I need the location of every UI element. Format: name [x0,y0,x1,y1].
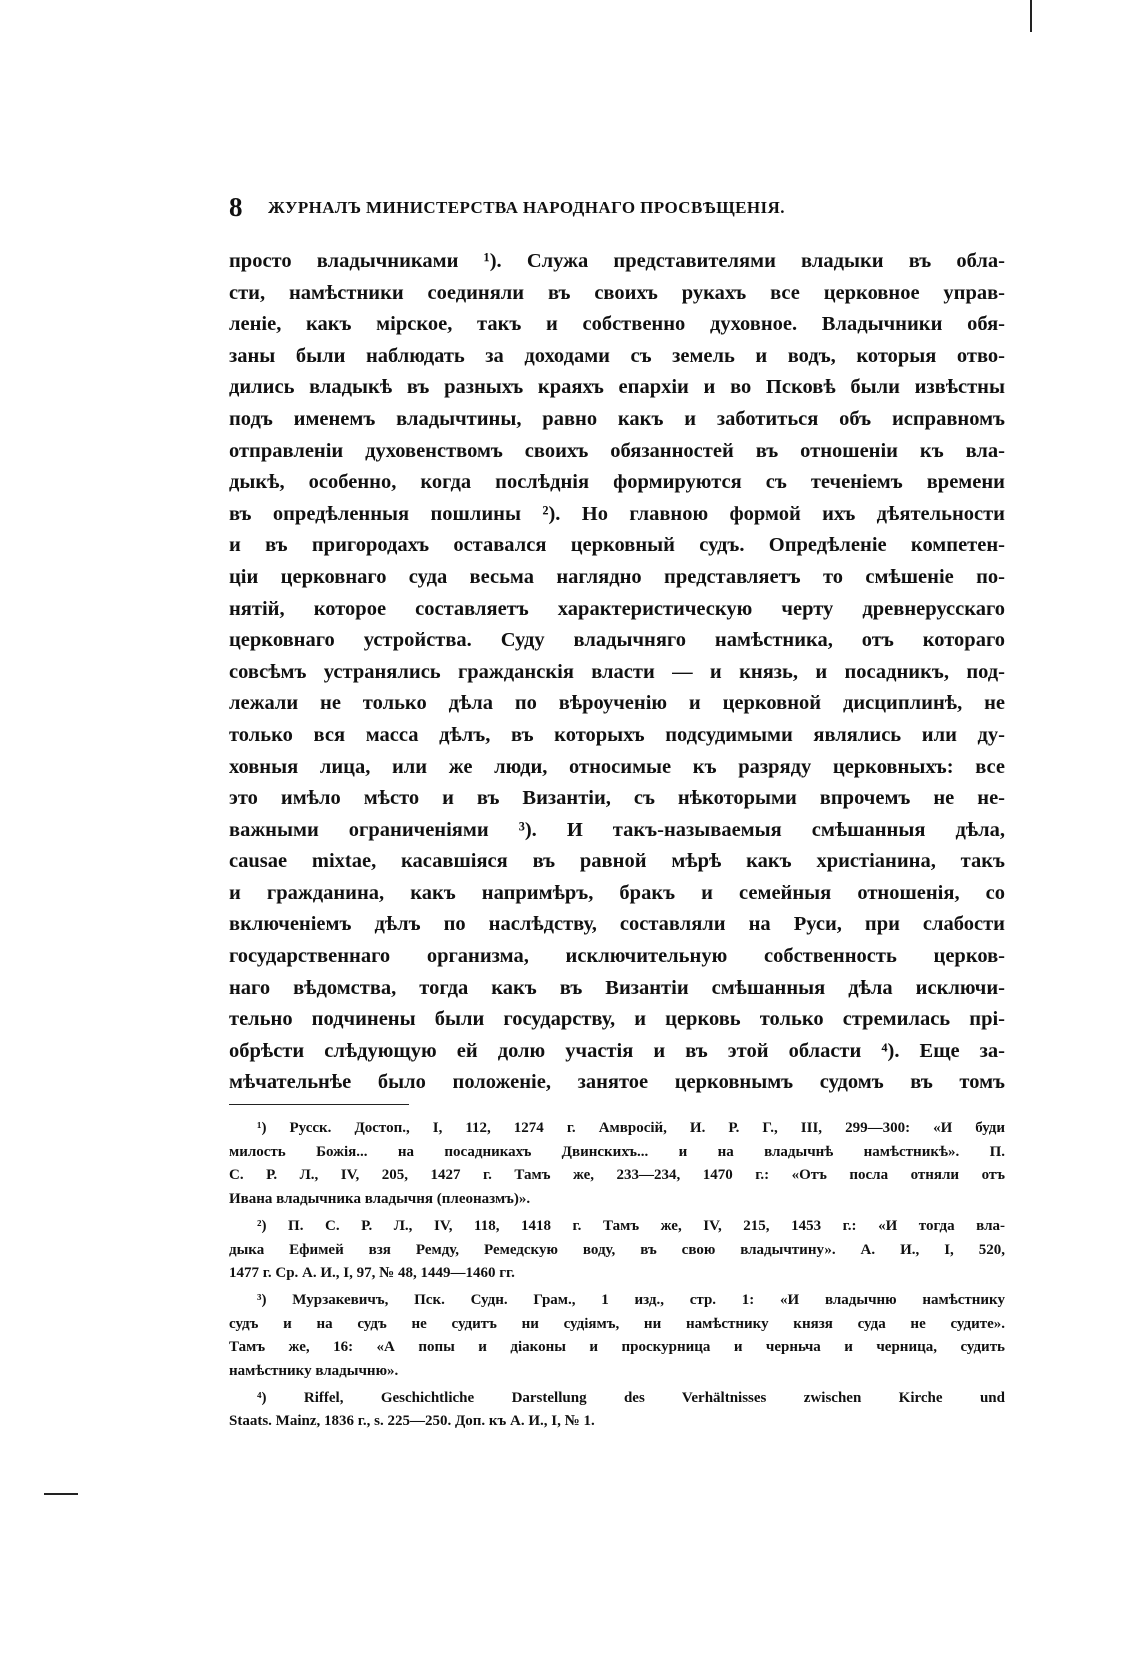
footnote-line: Тамъ же, 16: «А попы и діаконы и проскурница и черньча и черница, судить [229,1339,1005,1356]
footnote-line: С. Р. Л., IV, 205, 1427 г. Тамъ же, 233—234, 1470 г.: «Отъ посла отняли отъ [229,1167,1005,1184]
footnote-line: Staats. Mainz, 1836 г., s. 225—250. Доп. къ А. И., I, № 1. [229,1413,595,1430]
footnote-4 [229,1387,1005,1434]
text-line: только вся масса дѣлъ, въ которыхъ подсудимыми являлись или ду- [229,723,1005,746]
text-line: наго вѣдомства, тогда какъ въ Византіи смѣшанныя дѣла исключи- [229,976,1005,999]
footnote-line: судъ и на судъ не судитъ ни судіямъ, ни намѣстнику князя суда не судите». [229,1315,1005,1332]
footnote-line: ³) Мурзакевичъ, Пск. Судн. Грам., 1 изд., стр. 1: «И владычню намѣстнику [257,1291,1005,1308]
edge-mark-top [1030,0,1032,32]
footnote-line: милость Божія... на посадникахъ Двинскихъ... и на владычнѣ намѣстникѣ». П. [229,1143,1005,1160]
footnote-2 [229,1215,1005,1286]
text-line: просто владычниками ¹). Служа представителями владыки въ обла- [229,250,1005,272]
footnote-line: ¹) Русск. Достоп., I, 112, 1274 г. Амвросій, И. Р. Г., III, 299—300: «И буди [257,1120,1005,1136]
page-number: 8 [229,192,243,222]
text-line: обрѣсти слѣдующую ей долю участія и въ этой области ⁴). Еще за- [229,1039,1005,1062]
text-line: causae mixtae, касавшіяся въ равной мѣрѣ какъ христіанина, такъ [229,850,1005,873]
text-line: важными ограниченіями ³). И такъ-называемыя смѣшанныя дѣла, [229,818,1005,841]
footnotes [229,1117,1005,1437]
text-line: мѣчательнѣе было положеніе, занятое церковнымъ судомъ въ томъ [229,1071,1005,1094]
footnote-line: дыка Ефимей взя Ремду, Ремедскую воду, въ свою владычтину». А. И., I, 520, [229,1241,1005,1258]
text-line: сти, намѣстники соединяли въ своихъ рукахъ все церковное управ- [229,281,1005,304]
main-text [229,246,1005,1099]
text-line: отправленіи духовенствомъ своихъ обязанностей въ отношеніи къ вла- [229,439,1005,462]
footnote-rule [229,1104,409,1105]
text-line: это имѣло мѣсто и въ Византіи, съ нѣкоторыми впрочемъ не не- [229,787,1005,810]
footnote-line: ²) П. С. Р. Л., IV, 118, 1418 г. Тамъ же, IV, 215, 1453 г.: «И тогда вла- [257,1217,1005,1234]
footnote-1 [229,1117,1005,1212]
text-line: включеніемъ дѣлъ по наслѣдству, составляли на Руси, при слабости [229,913,1005,936]
text-line: лежали не только дѣла по вѣроученію и церковной дисциплинѣ, не [229,692,1005,715]
footnote-line: Ивана владычника владычня (плеоназмъ)». [229,1191,531,1208]
running-header: ЖУРНАЛЪ МИНИСТЕРСТВА НАРОДНАГО ПРОСВѢЩЕНІЯ. [268,198,785,217]
footnote-line: намѣстнику владычню». [229,1363,399,1380]
text-line: ховныя лица, или же люди, относимые къ разряду церковныхъ: все [229,755,1005,778]
text-line: въ опредѣленныя пошлины ²). Но главною формой ихъ дѣятельности [229,502,1005,525]
footnote-line: 1477 г. Ср. А. И., I, 97, № 48, 1449—1460 гг. [229,1265,515,1282]
text-line: нятій, которое составляетъ характеристическую черту древнерусскаго [229,597,1005,620]
text-line: заны были наблюдать за доходами съ земель и водъ, которыя отво- [229,344,1005,367]
text-line: совсѣмъ устранялись гражданскія власти — и князь, и посадникъ, под- [229,660,1005,683]
text-line: ціи церковнаго суда весьма наглядно представляетъ то смѣшеніе по- [229,565,1005,588]
text-line: подъ именемъ владычтины, равно какъ и заботиться объ исправномъ [229,407,1005,430]
text-line: и въ пригородахъ оставался церковный судъ. Опредѣленіе компетен- [229,534,1005,557]
footnote-line: ⁴) Riffel, Geschichtliche Darstellung des Verhältnisses zwischen Kirche und [257,1389,1005,1406]
edge-mark-bottom [44,1493,78,1495]
text-line: церковнаго устройства. Суду владычняго намѣстника, отъ котораго [229,629,1005,652]
text-line: дыкѣ, особенно, когда послѣднія формируются съ теченіемъ времени [229,471,1005,494]
text-line: леніе, какъ мірское, такъ и собственно духовное. Владычники обя- [229,313,1005,336]
text-line: тельно подчинены были государству, и церковь только стремилась прі- [229,1008,1005,1031]
text-line: государственнаго организма, исключительную собственность церков- [229,945,1005,968]
text-line: дились владыкѣ въ разныхъ краяхъ епархіи и во Псковѣ были извѣстны [229,376,1005,399]
footnote-3 [229,1289,1005,1384]
text-line: и гражданина, какъ напримѣръ, бракъ и семейныя отношенія, со [229,881,1005,904]
